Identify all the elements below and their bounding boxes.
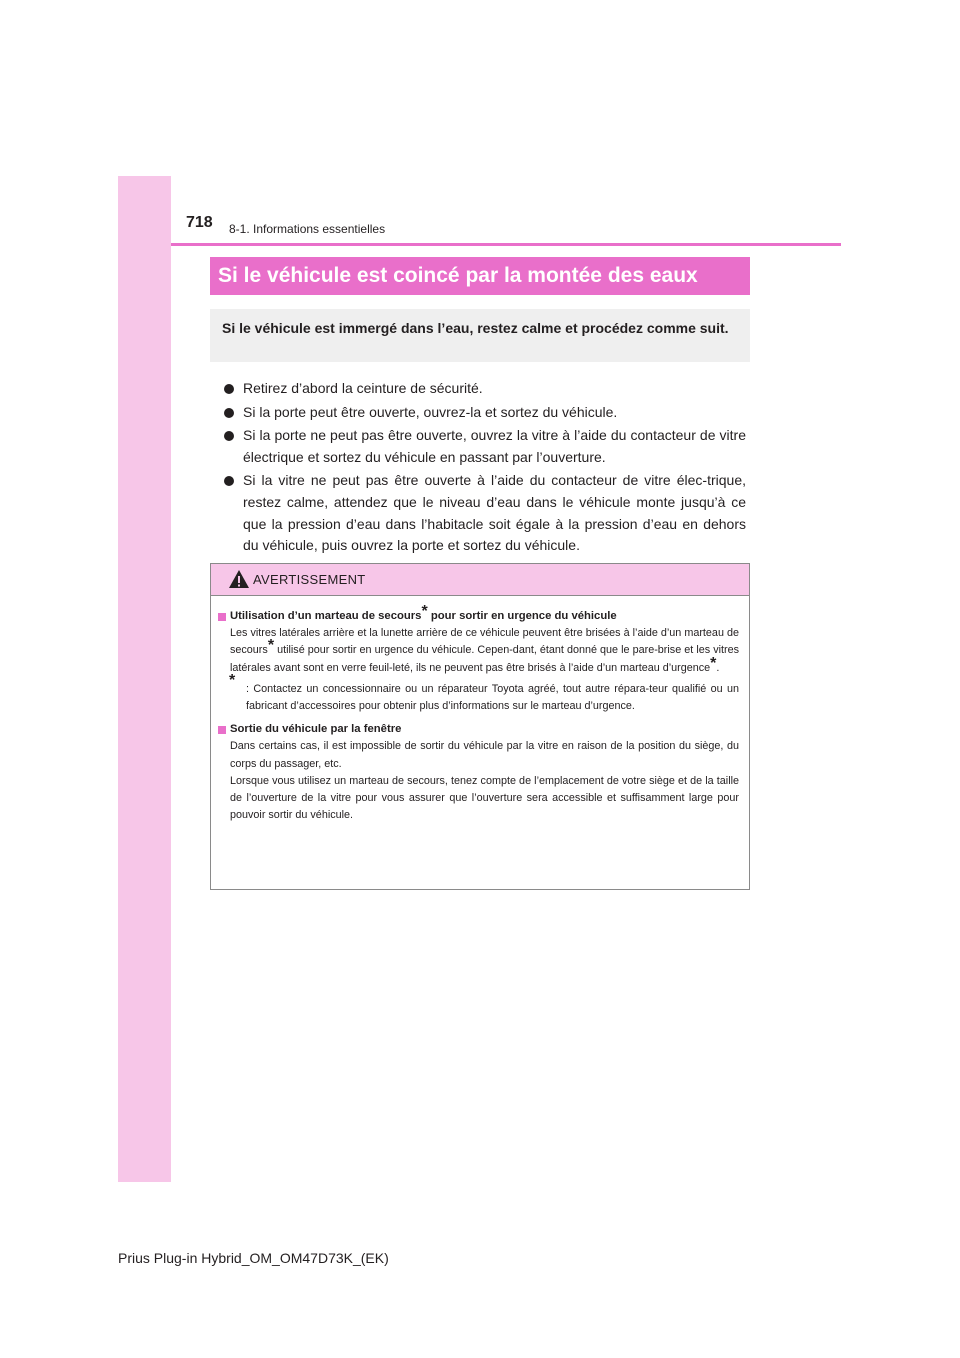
list-item xyxy=(224,425,746,468)
warning-header xyxy=(211,564,749,596)
list-item-text: Si la porte peut être ouverte, ouvrez-la et sortez du véhicule. xyxy=(243,403,618,420)
asterisk-mark: * xyxy=(267,637,275,655)
warning-paragraph: Les vitres latérales arrière et la lunette arrière de ce véhicule peuvent être brisées à l’aide d’un marteau de secours* utilisé pour sortir en urgence du véhicule. Cepen-dant, étant donné que le pare-brise et les vitres latérales avant sont en verre feuil-leté, ils ne peuvent pas être brisés à l’aide d’un marteau d’urgence*. xyxy=(230,627,739,674)
warning-box xyxy=(210,563,750,890)
page-title: Si le véhicule est coincé par la montée des eaux xyxy=(210,257,750,295)
warning-paragraph: Dans certains cas, il est impossible de sortir du véhicule par la vitre en raison de la position du siège, du corps du passager, etc. xyxy=(230,740,739,770)
warning-title: AVERTISSEMENT xyxy=(253,572,366,587)
bullet-icon xyxy=(224,408,234,418)
warning-subheading: Sortie du véhicule par la fenêtre xyxy=(218,721,739,738)
warning-subheading: Utilisation d’un marteau de secours* pour sortir en urgence du véhicule xyxy=(218,608,739,625)
warning-paragraph: Lorsque vous utilisez un marteau de secours, tenez compte de l’emplacement de votre siège et de la taille de l’ouverture de la vitre pour vous assurer que l’ouverture sera accessible et suffisamment large pour pouvoir sortir du véhicule. xyxy=(230,774,739,822)
list-item-text: Si la porte ne peut pas être ouverte, ouvrez la vitre à l’aide du contacteur de vitre électrique et sortez du véhicule en passant par l’ouverture. xyxy=(243,427,746,465)
footnote: * : Contactez un concessionnaire ou un réparateur Toyota agréé, tout autre répara-teur qualifié ou un fabricant d’accessoires pour obtenir plus d’informations sur le marteau d’urgence. xyxy=(229,671,739,713)
page-number: 718 xyxy=(186,214,213,231)
list-item xyxy=(224,378,746,400)
list-item xyxy=(224,470,746,556)
section-label: 8-1. Informations essentielles xyxy=(229,222,386,236)
square-bullet-icon xyxy=(218,613,226,621)
list-item-text: Retirez d’abord la ceinture de sécurité. xyxy=(243,380,483,396)
list-item xyxy=(224,402,746,424)
asterisk-mark: * xyxy=(710,654,717,672)
bullet-icon xyxy=(224,431,234,441)
asterisk-mark: * xyxy=(421,603,428,620)
chapter-sidebar-tab xyxy=(118,176,171,1182)
header-rule xyxy=(171,243,841,246)
instruction-list xyxy=(224,378,746,559)
intro-box: Si le véhicule est immergé dans l’eau, restez calme et procédez comme suit. xyxy=(210,309,750,362)
footnote-text: : Contactez un concessionnaire ou un réparateur Toyota agréé, tout autre répara-teur qualifié ou un fabricant d’accessoires pour obtenir plus d’informations sur le marteau d’urgence. xyxy=(246,682,739,713)
bullet-icon xyxy=(224,384,234,394)
square-bullet-icon xyxy=(218,726,226,734)
document-footer: Prius Plug-in Hybrid_OM_OM47D73K_(EK) xyxy=(118,1250,389,1266)
warning-body xyxy=(211,596,749,824)
list-item-text: Si la vitre ne peut pas être ouverte à l’aide du contacteur de vitre élec-trique, restez calme, attendez que le niveau d’eau dans le véhicule monte jusqu’à ce que la pression d’eau dans l’habitacle soit égale à la pression d’eau en dehors du véhicule, puis ouvrez la porte et sortez du véhicule. xyxy=(243,472,746,554)
warning-triangle-icon xyxy=(228,569,250,589)
bullet-icon xyxy=(224,476,234,486)
